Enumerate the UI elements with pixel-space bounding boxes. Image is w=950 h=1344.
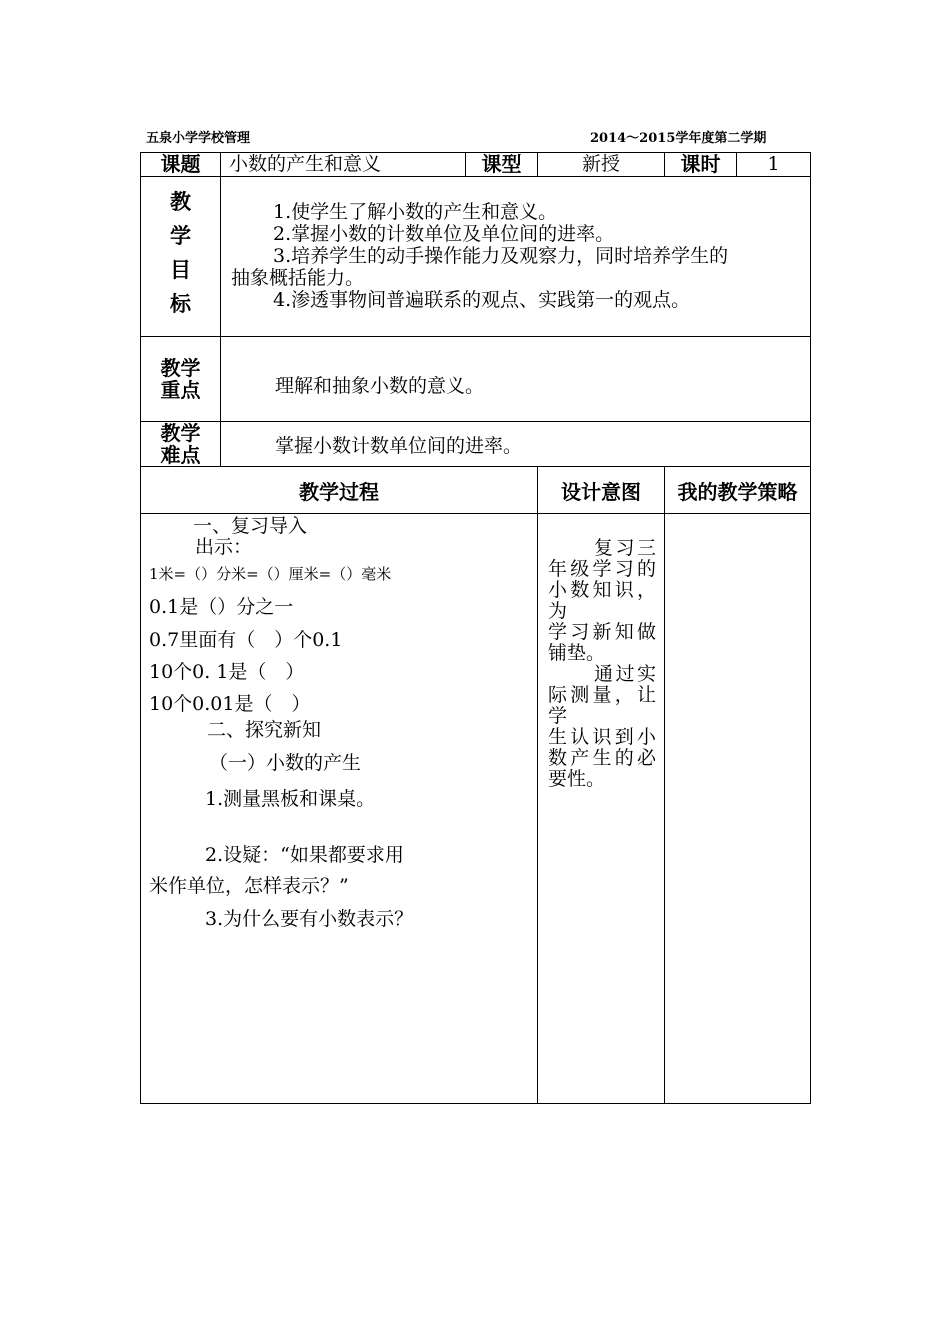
intent-line: 铺垫。 [548,642,606,664]
difficulty-label-line: 教学 [160,421,201,445]
difficulty-label [141,422,221,467]
review-question: 10个0.01是（ ） [149,693,311,715]
intent-line: 生认识到小 [548,726,656,748]
objective-item: 抽象概括能力。 [231,267,365,289]
lesson-plan-table [140,152,811,1104]
objective-item: 1.使学生了解小数的产生和意义。 [273,201,558,223]
review-question: 10个0. 1是（ ） [149,661,305,683]
objectives-label-char: 学 [170,223,191,248]
unit-line: 1米=（）分米=（）厘米=（）毫米 [149,565,392,583]
objectives-label-char: 标 [170,291,191,316]
period-label: 课时 [665,153,737,177]
term-header: 2014～2015学年度第二学期 [590,131,767,146]
step-2-line-1: 2.设疑：“如果都要求用 [205,844,404,866]
review-question: 0.1是（）分之一 [149,596,294,618]
key-point-content [221,337,811,422]
step-1: 1.测量黑板和课桌。 [205,788,376,810]
review-question: 0.7里面有（ ）个0.1 [149,629,343,651]
strategy-content [665,514,811,1104]
intent-column-header: 设计意图 [538,467,665,514]
process-column-header: 教学过程 [141,467,538,514]
topic-value: 小数的产生和意义 [221,153,466,177]
intent-line: 小数知识，为 [548,579,656,622]
objective-item: 4.渗透事物间普遍联系的观点、实践第一的观点。 [273,289,691,311]
strategy-column-header: 我的教学策略 [665,467,811,514]
key-point-label [141,337,221,422]
topic-label: 课题 [141,153,221,177]
type-label: 课型 [466,153,538,177]
objective-item: 2.掌握小数的计数单位及单位间的进率。 [273,223,615,245]
process-content [141,514,538,1104]
type-value: 新授 [538,153,665,177]
difficulty-text: 掌握小数计数单位间的进率。 [275,435,523,457]
intent-line: 年级学习的 [548,558,656,580]
intent-line: 学习新知做 [548,621,656,643]
intent-line: 复习三 [594,537,656,559]
step-2-line-2: 米作单位，怎样表示？” [149,875,349,897]
school-header: 五泉小学学校管理 [146,131,251,146]
objectives-label-char: 目 [170,257,191,282]
key-point-text: 理解和抽象小数的意义。 [275,375,485,397]
key-point-label-line: 教学 [160,356,201,380]
step-3: 3.为什么要有小数表示？ [205,908,414,930]
show-label: 出示： [195,536,253,558]
objectives-label [141,177,221,337]
sub-title: （一）小数的产生 [209,752,362,774]
period-value: 1 [737,153,811,177]
objectives-label-char: 教 [170,189,191,214]
intent-line: 际测量，让学 [548,684,656,727]
intent-content [538,514,665,1104]
intent-line: 数产生的必 [548,747,656,769]
difficulty-content [221,422,811,467]
review-title: 一、复习导入 [193,515,308,537]
intent-line: 通过实 [594,663,656,685]
difficulty-label-line: 难点 [160,443,201,467]
intent-line: 要性。 [548,768,606,790]
key-point-label-line: 重点 [160,378,201,402]
objective-item: 3.培养学生的动手操作能力及观察力，同时培养学生的 [273,245,729,267]
objectives-content [221,177,811,337]
explore-title: 二、探究新知 [207,719,322,741]
